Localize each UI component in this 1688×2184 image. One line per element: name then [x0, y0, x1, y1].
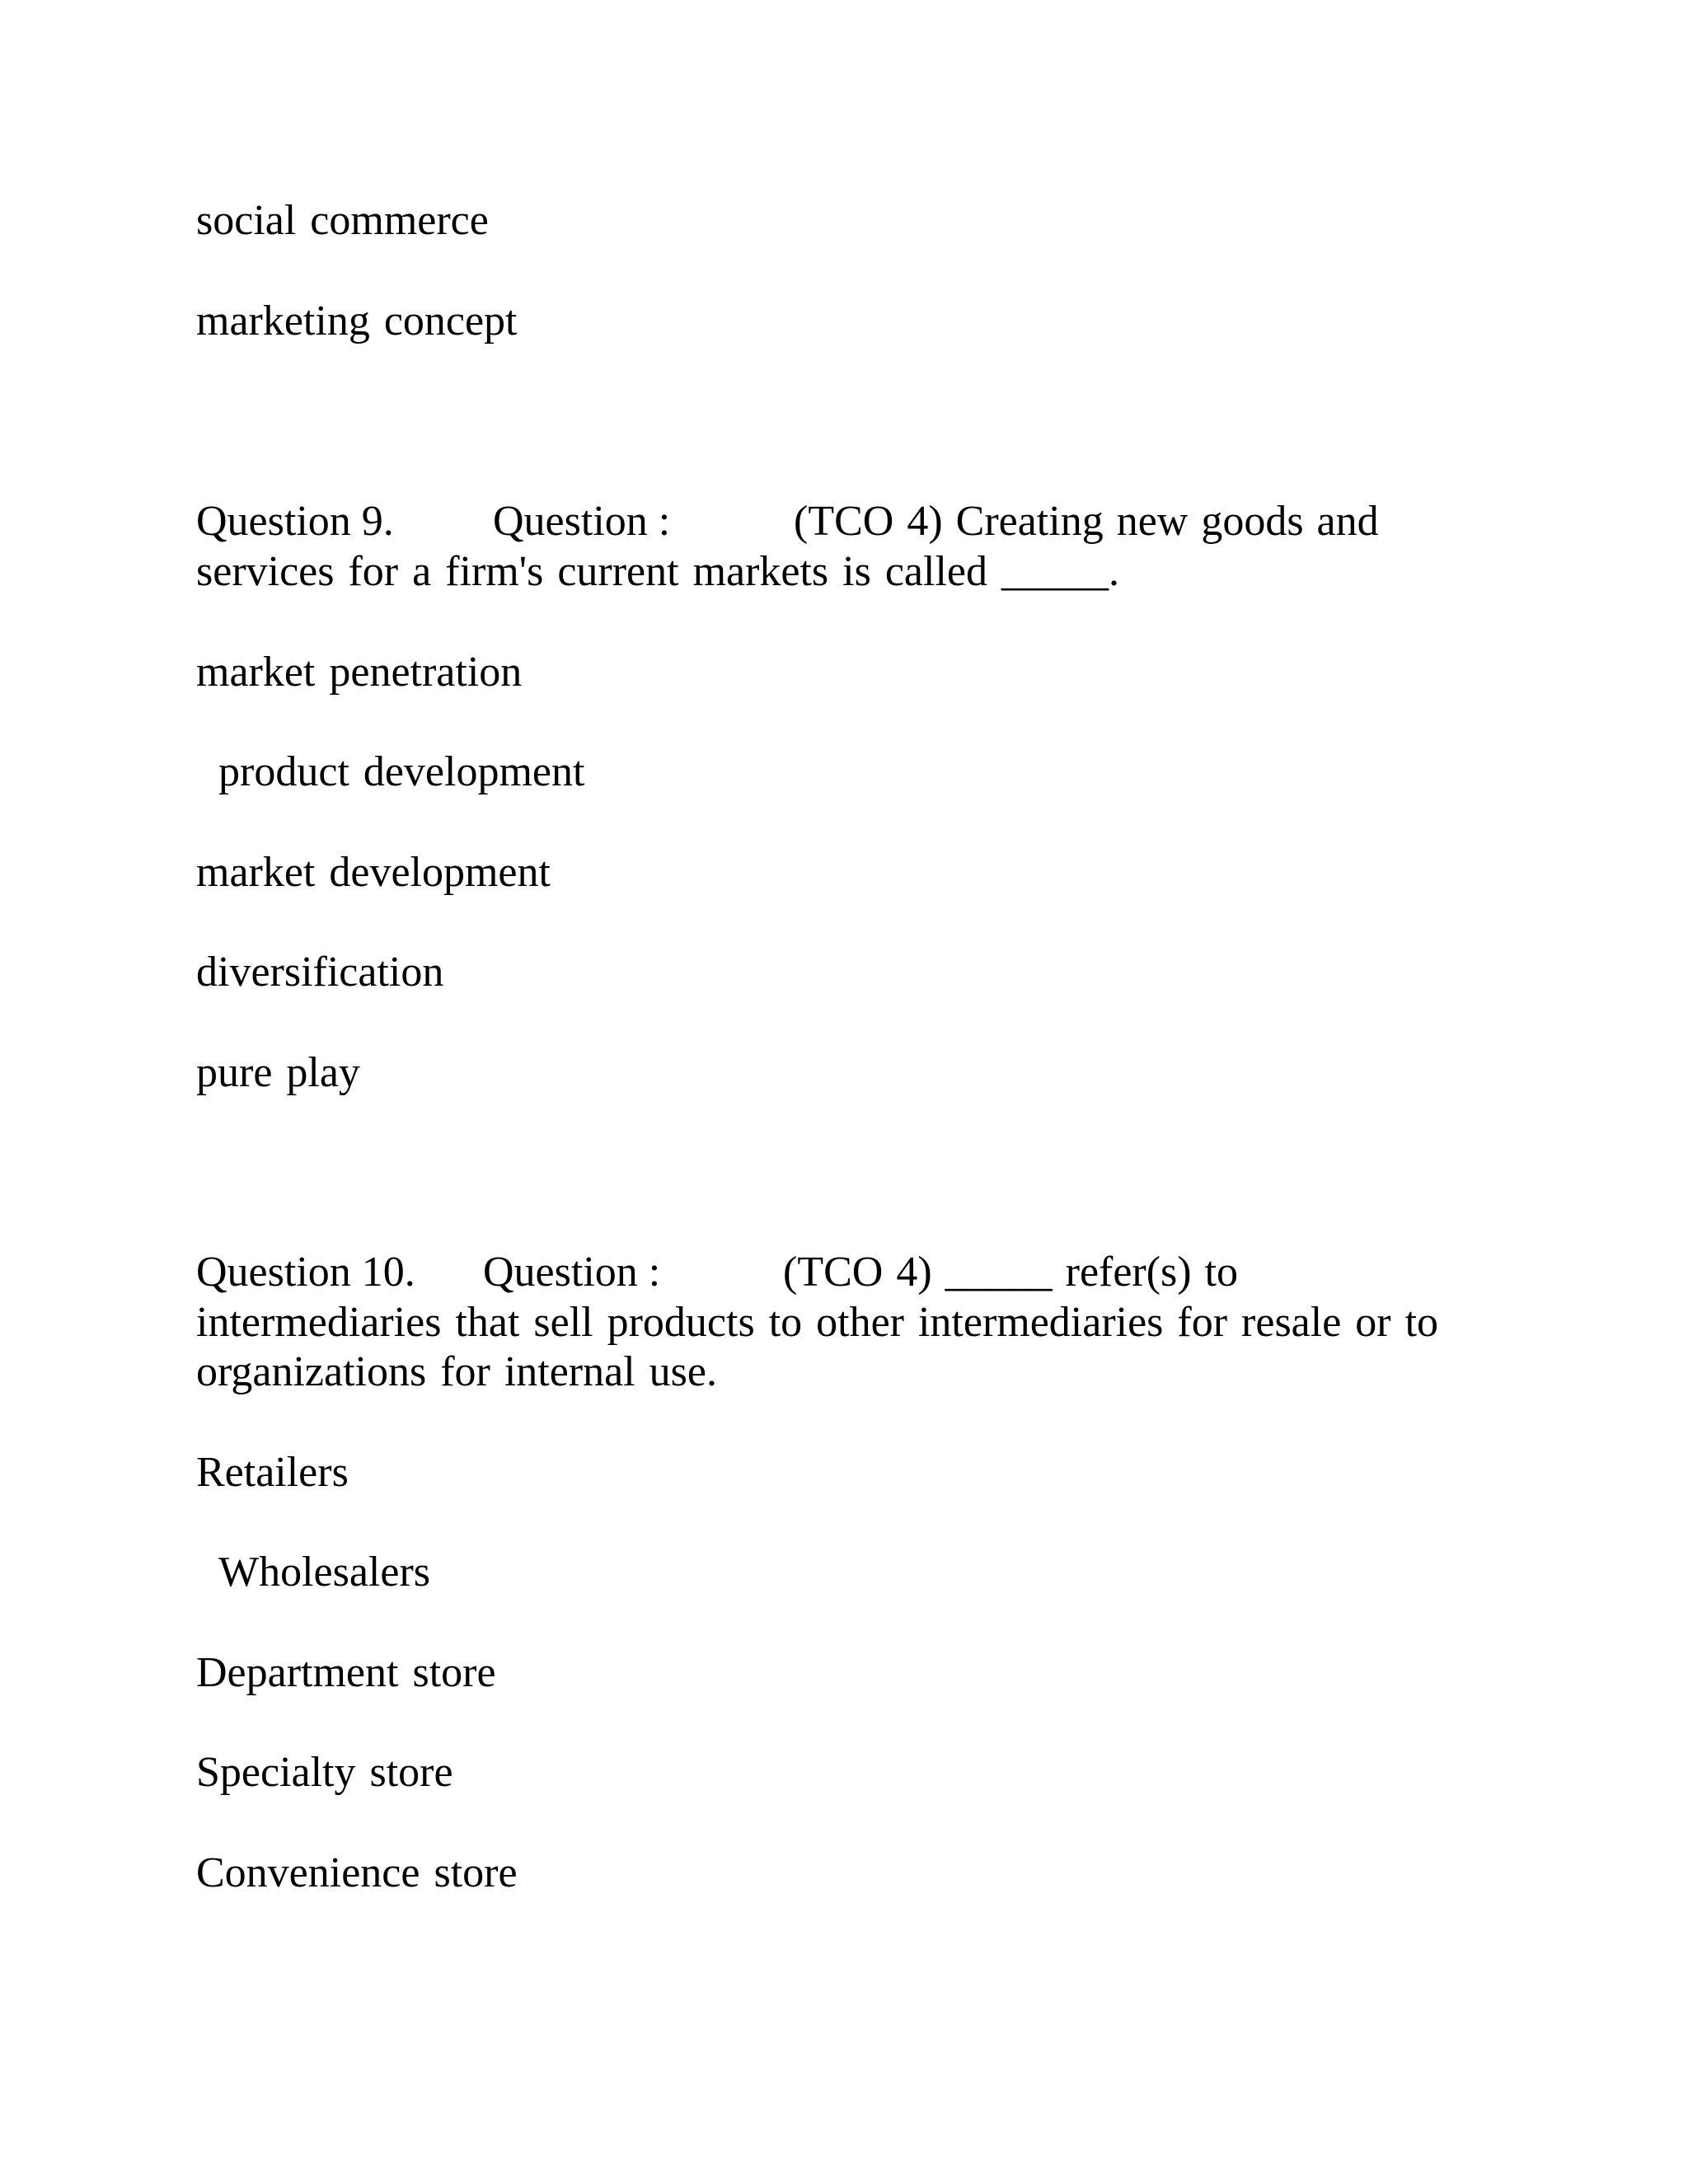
- answer-option[interactable]: diversification: [196, 949, 444, 996]
- answer-option[interactable]: pure play: [196, 1049, 360, 1096]
- answer-option[interactable]: market development: [196, 849, 551, 896]
- answer-option[interactable]: product development: [218, 748, 585, 795]
- answer-option[interactable]: social commerce: [196, 197, 489, 244]
- answer-option[interactable]: Convenience store: [196, 1849, 518, 1896]
- question-text: (TCO 4) _____ refer(s) to: [783, 1249, 1239, 1296]
- answer-option[interactable]: Specialty store: [196, 1749, 453, 1796]
- question-label: Question :: [483, 1249, 661, 1296]
- question-text: (TCO 4) Creating new goods and: [794, 498, 1379, 545]
- question-number: Question 9.: [196, 498, 394, 545]
- question-number: Question 10.: [196, 1249, 415, 1296]
- answer-option[interactable]: market penetration: [196, 649, 523, 696]
- answer-option[interactable]: Wholesalers: [218, 1549, 431, 1596]
- question-text: services for a firm's current markets is called _____.: [196, 548, 1119, 595]
- question-text: intermediaries that sell products to other intermediaries for resale or to: [196, 1299, 1439, 1346]
- answer-option[interactable]: Department store: [196, 1649, 496, 1696]
- answer-option[interactable]: marketing concept: [196, 298, 518, 344]
- question-label: Question :: [493, 498, 671, 545]
- answer-option[interactable]: Retailers: [196, 1449, 349, 1496]
- question-text: organizations for internal use.: [196, 1348, 717, 1395]
